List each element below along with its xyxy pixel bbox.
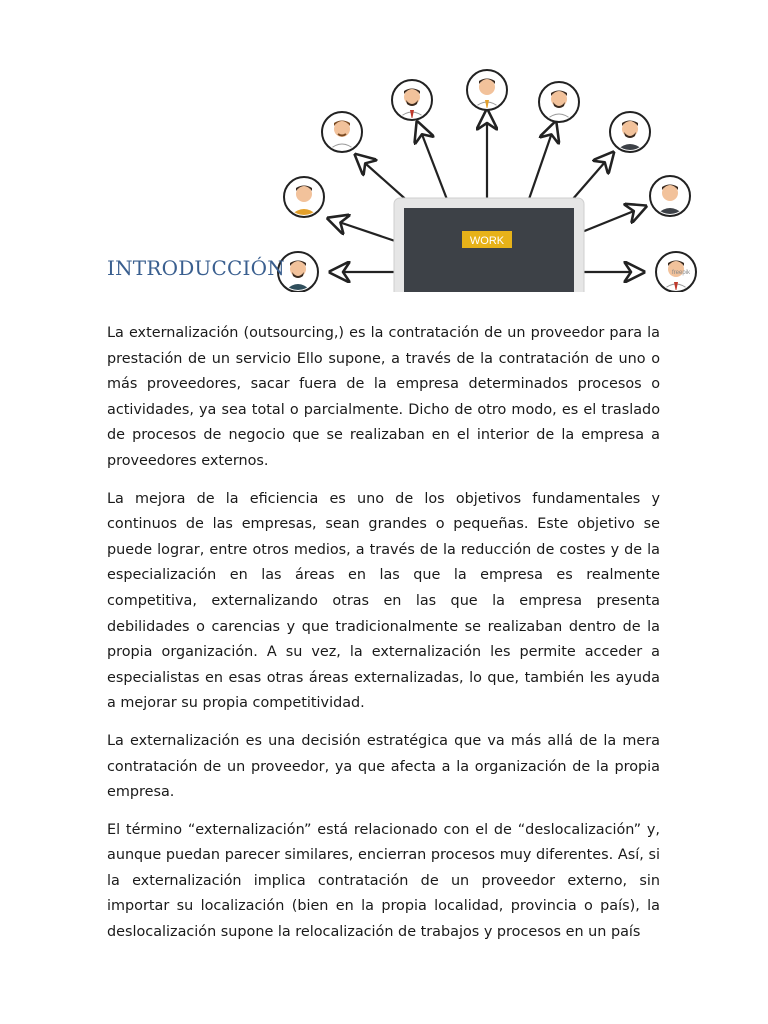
avatar <box>539 82 579 122</box>
avatar <box>392 80 432 120</box>
avatar <box>467 70 507 110</box>
avatar <box>650 176 690 216</box>
avatar <box>610 112 650 152</box>
body-text <box>107 321 660 958</box>
paragraph: La externalización es una decisión estratégica que va más allá de la mera contratación de un proveedor, ya que afecta a la organización de la propia empresa. <box>107 732 660 801</box>
outsourcing-network-illustration <box>270 62 730 292</box>
paragraph: El término “externalización” está relacionado con el de “deslocalización” y, aunque puedan parecer similares, encierran procesos muy diferentes. Así, si la externalización implica contratación de un proveedor externo, sin importar su localización (bien en la propia localidad, provincia o país), la deslocalización supone la relocalización de trabajos y procesos en un país <box>107 821 660 941</box>
screen-label: WORK <box>469 235 505 247</box>
monitor <box>394 198 584 292</box>
avatar <box>322 112 362 152</box>
paragraph: La externalización (outsourcing,) es la contratación de un proveedor para la prestación de un servicio Ello supone, a través de la contratación de uno o más proveedores, sacar fuera de la empresa determinados procesos o actividades, ya sea total o parcialmente. Dicho de otro modo, es el traslado de procesos de negocio que se realizaban en el interior de la empresa a proveedores externos. <box>107 325 660 469</box>
paragraph: La mejora de la eficiencia es uno de los objetivos fundamentales y continuos de las empresas, sean grandes o pequeñas. Este objetivo se puede lograr, entre otros medios, a través de la reducción de costes y de la especialización en las áreas en las que la empresa es realmente competitiva, externalizando otras en las que la empresa presenta debilidades o carencias y que tradicionalmente se realizaban dentro de la propia organización. A su vez, la externalización les permite acceder a especialistas en esas otras áreas externalizadas, lo que, también les ayuda a mejorar su propia competitividad. <box>107 490 660 712</box>
watermark: freepik <box>672 270 691 276</box>
avatar <box>284 177 324 217</box>
page-title: INTRODUCCIÓN <box>107 256 285 280</box>
